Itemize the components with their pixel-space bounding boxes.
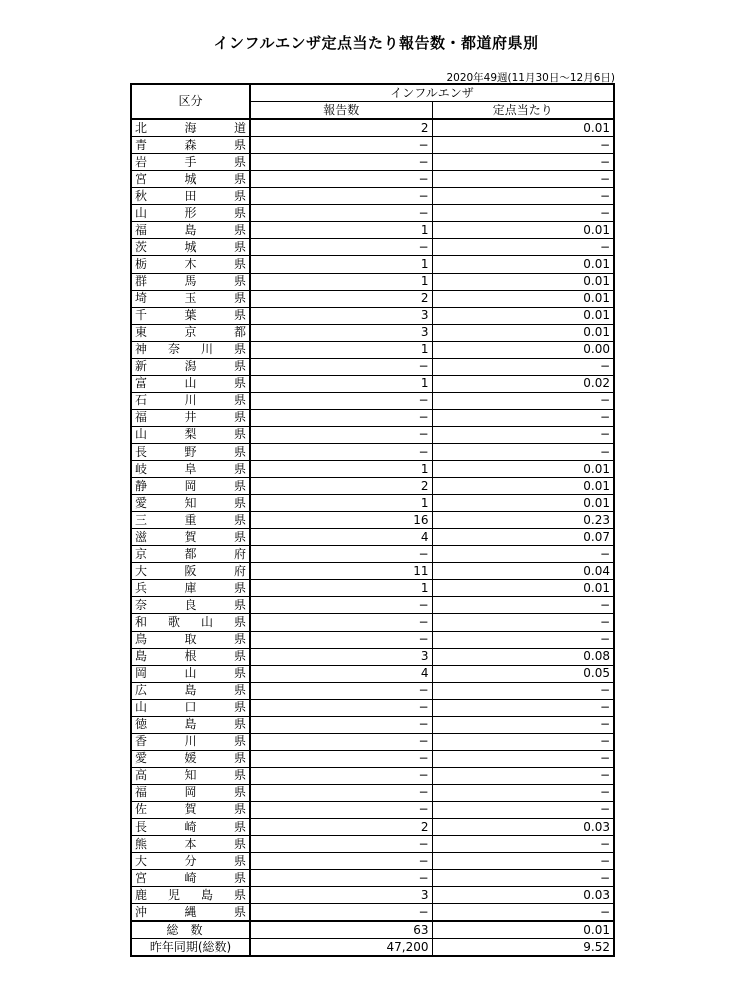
last-year-row bbox=[131, 939, 614, 957]
table-row bbox=[131, 529, 614, 546]
per-sentinel-value: − bbox=[432, 699, 614, 716]
total-label: 総数 bbox=[131, 921, 250, 939]
per-sentinel-value: 0.01 bbox=[432, 119, 614, 137]
table-row bbox=[131, 341, 614, 358]
prefecture-name: 佐賀県 bbox=[131, 801, 250, 818]
prefecture-name: 北海道 bbox=[131, 119, 250, 137]
report-count: − bbox=[250, 392, 432, 409]
report-count: 1 bbox=[250, 461, 432, 478]
report-count: 3 bbox=[250, 324, 432, 341]
per-sentinel-value: − bbox=[432, 801, 614, 818]
per-sentinel-value: 0.01 bbox=[432, 580, 614, 597]
influenza-table bbox=[130, 83, 615, 957]
per-sentinel-value: − bbox=[432, 239, 614, 256]
table-row bbox=[131, 767, 614, 784]
report-count: 1 bbox=[250, 273, 432, 290]
per-sentinel-value: 0.01 bbox=[432, 256, 614, 273]
per-sentinel-value: − bbox=[432, 154, 614, 171]
prefecture-name: 香川県 bbox=[131, 733, 250, 750]
last-year-per: 9.52 bbox=[432, 939, 614, 957]
per-sentinel-value: − bbox=[432, 631, 614, 648]
header-per-sentinel: 定点当たり bbox=[432, 102, 614, 120]
report-count: − bbox=[250, 188, 432, 205]
report-count: − bbox=[250, 767, 432, 784]
per-sentinel-value: − bbox=[432, 188, 614, 205]
per-sentinel-value: 0.01 bbox=[432, 478, 614, 495]
report-count: − bbox=[250, 205, 432, 222]
report-count: − bbox=[250, 836, 432, 853]
table-row bbox=[131, 853, 614, 870]
total-per: 0.01 bbox=[432, 921, 614, 939]
table-row bbox=[131, 665, 614, 682]
table-row bbox=[131, 716, 614, 733]
table-row bbox=[131, 614, 614, 631]
prefecture-name: 福岡県 bbox=[131, 784, 250, 801]
prefecture-name: 秋田県 bbox=[131, 188, 250, 205]
table-row bbox=[131, 239, 614, 256]
per-sentinel-value: − bbox=[432, 443, 614, 460]
report-count: − bbox=[250, 239, 432, 256]
report-count: − bbox=[250, 716, 432, 733]
prefecture-name: 和歌山県 bbox=[131, 614, 250, 631]
per-sentinel-value: − bbox=[432, 904, 614, 922]
report-count: − bbox=[250, 358, 432, 375]
table-row bbox=[131, 699, 614, 716]
per-sentinel-value: 0.01 bbox=[432, 290, 614, 307]
table-row bbox=[131, 171, 614, 188]
table-body bbox=[131, 119, 614, 921]
report-count: − bbox=[250, 699, 432, 716]
table-row bbox=[131, 870, 614, 887]
prefecture-name: 広島県 bbox=[131, 682, 250, 699]
per-sentinel-value: − bbox=[432, 546, 614, 563]
prefecture-name: 熊本県 bbox=[131, 836, 250, 853]
prefecture-name: 埼玉県 bbox=[131, 290, 250, 307]
per-sentinel-value: − bbox=[432, 171, 614, 188]
report-count: 1 bbox=[250, 375, 432, 392]
report-count: 2 bbox=[250, 478, 432, 495]
prefecture-name: 長崎県 bbox=[131, 819, 250, 836]
table-row bbox=[131, 580, 614, 597]
report-count: − bbox=[250, 784, 432, 801]
report-count: 4 bbox=[250, 665, 432, 682]
table-row bbox=[131, 324, 614, 341]
table-row bbox=[131, 478, 614, 495]
table-row bbox=[131, 443, 614, 460]
prefecture-name: 山口県 bbox=[131, 699, 250, 716]
report-count: 1 bbox=[250, 222, 432, 239]
per-sentinel-value: − bbox=[432, 682, 614, 699]
prefecture-name: 東京都 bbox=[131, 324, 250, 341]
table-row bbox=[131, 597, 614, 614]
prefecture-name: 岡山県 bbox=[131, 665, 250, 682]
per-sentinel-value: − bbox=[432, 205, 614, 222]
per-sentinel-value: 0.01 bbox=[432, 307, 614, 324]
prefecture-name: 神奈川県 bbox=[131, 341, 250, 358]
per-sentinel-value: 0.03 bbox=[432, 819, 614, 836]
report-count: 1 bbox=[250, 256, 432, 273]
prefecture-name: 山梨県 bbox=[131, 426, 250, 443]
header-category: 区分 bbox=[131, 84, 250, 119]
table-row bbox=[131, 307, 614, 324]
table-row bbox=[131, 512, 614, 529]
report-count: 1 bbox=[250, 495, 432, 512]
table-row bbox=[131, 887, 614, 904]
per-sentinel-value: 0.01 bbox=[432, 222, 614, 239]
table-row bbox=[131, 137, 614, 154]
prefecture-name: 新潟県 bbox=[131, 358, 250, 375]
total-row bbox=[131, 921, 614, 939]
prefecture-name: 青森県 bbox=[131, 137, 250, 154]
prefecture-name: 三重県 bbox=[131, 512, 250, 529]
report-count: − bbox=[250, 682, 432, 699]
last-year-reports: 47,200 bbox=[250, 939, 432, 957]
per-sentinel-value: 0.01 bbox=[432, 461, 614, 478]
prefecture-name: 福島県 bbox=[131, 222, 250, 239]
report-count: − bbox=[250, 597, 432, 614]
per-sentinel-value: − bbox=[432, 716, 614, 733]
table-row bbox=[131, 222, 614, 239]
prefecture-name: 鳥取県 bbox=[131, 631, 250, 648]
prefecture-name: 徳島県 bbox=[131, 716, 250, 733]
table-row bbox=[131, 256, 614, 273]
last-year-label: 昨年同期(総数) bbox=[131, 939, 250, 957]
per-sentinel-value: − bbox=[432, 784, 614, 801]
table-row bbox=[131, 750, 614, 767]
table-row bbox=[131, 904, 614, 922]
prefecture-name: 岐阜県 bbox=[131, 461, 250, 478]
report-count: 2 bbox=[250, 290, 432, 307]
report-count: 2 bbox=[250, 819, 432, 836]
prefecture-name: 滋賀県 bbox=[131, 529, 250, 546]
header-disease: インフルエンザ bbox=[250, 84, 614, 102]
period-label: 2020年49週(11月30日～12月6日) bbox=[446, 72, 615, 84]
per-sentinel-value: 0.23 bbox=[432, 512, 614, 529]
prefecture-name: 富山県 bbox=[131, 375, 250, 392]
table-row bbox=[131, 290, 614, 307]
table-row bbox=[131, 461, 614, 478]
prefecture-name: 兵庫県 bbox=[131, 580, 250, 597]
per-sentinel-value: − bbox=[432, 597, 614, 614]
report-count: 2 bbox=[250, 119, 432, 137]
table-row bbox=[131, 358, 614, 375]
table-row bbox=[131, 733, 614, 750]
table-row bbox=[131, 495, 614, 512]
table-row bbox=[131, 119, 614, 137]
prefecture-name: 宮城県 bbox=[131, 171, 250, 188]
per-sentinel-value: 0.07 bbox=[432, 529, 614, 546]
table-row bbox=[131, 375, 614, 392]
report-count: − bbox=[250, 443, 432, 460]
per-sentinel-value: − bbox=[432, 426, 614, 443]
report-count: − bbox=[250, 853, 432, 870]
per-sentinel-value: 0.08 bbox=[432, 648, 614, 665]
prefecture-name: 石川県 bbox=[131, 392, 250, 409]
report-count: 1 bbox=[250, 341, 432, 358]
table-row bbox=[131, 648, 614, 665]
report-count: 11 bbox=[250, 563, 432, 580]
report-count: − bbox=[250, 426, 432, 443]
per-sentinel-value: 0.01 bbox=[432, 495, 614, 512]
table-row bbox=[131, 631, 614, 648]
prefecture-name: 大分県 bbox=[131, 853, 250, 870]
page-title: インフルエンザ定点当たり報告数・都道府県別 bbox=[213, 34, 539, 52]
report-count: − bbox=[250, 750, 432, 767]
report-count: − bbox=[250, 801, 432, 818]
report-count: − bbox=[250, 870, 432, 887]
per-sentinel-value: 0.04 bbox=[432, 563, 614, 580]
table-row bbox=[131, 836, 614, 853]
table-row bbox=[131, 205, 614, 222]
prefecture-name: 愛知県 bbox=[131, 495, 250, 512]
per-sentinel-value: − bbox=[432, 836, 614, 853]
per-sentinel-value: − bbox=[432, 409, 614, 426]
prefecture-name: 鹿児島県 bbox=[131, 887, 250, 904]
per-sentinel-value: − bbox=[432, 853, 614, 870]
table-row bbox=[131, 801, 614, 818]
prefecture-name: 山形県 bbox=[131, 205, 250, 222]
prefecture-name: 長野県 bbox=[131, 443, 250, 460]
per-sentinel-value: 0.01 bbox=[432, 324, 614, 341]
report-count: 3 bbox=[250, 887, 432, 904]
prefecture-name: 沖縄県 bbox=[131, 904, 250, 922]
table-row bbox=[131, 819, 614, 836]
report-count: − bbox=[250, 733, 432, 750]
report-count: 1 bbox=[250, 580, 432, 597]
header-reports: 報告数 bbox=[250, 102, 432, 120]
prefecture-name: 高知県 bbox=[131, 767, 250, 784]
table-row bbox=[131, 188, 614, 205]
report-count: − bbox=[250, 546, 432, 563]
prefecture-name: 愛媛県 bbox=[131, 750, 250, 767]
report-count: 16 bbox=[250, 512, 432, 529]
per-sentinel-value: 0.01 bbox=[432, 273, 614, 290]
per-sentinel-value: − bbox=[432, 733, 614, 750]
report-count: − bbox=[250, 154, 432, 171]
report-count: − bbox=[250, 614, 432, 631]
report-count: − bbox=[250, 137, 432, 154]
prefecture-name: 京都府 bbox=[131, 546, 250, 563]
per-sentinel-value: − bbox=[432, 137, 614, 154]
table-row bbox=[131, 426, 614, 443]
prefecture-name: 静岡県 bbox=[131, 478, 250, 495]
table-row bbox=[131, 154, 614, 171]
per-sentinel-value: − bbox=[432, 392, 614, 409]
table-row bbox=[131, 392, 614, 409]
per-sentinel-value: 0.02 bbox=[432, 375, 614, 392]
report-count: − bbox=[250, 904, 432, 922]
table-row bbox=[131, 784, 614, 801]
table-row bbox=[131, 273, 614, 290]
prefecture-name: 福井県 bbox=[131, 409, 250, 426]
table-row bbox=[131, 546, 614, 563]
prefecture-name: 大阪府 bbox=[131, 563, 250, 580]
prefecture-name: 栃木県 bbox=[131, 256, 250, 273]
total-reports: 63 bbox=[250, 921, 432, 939]
prefecture-name: 群馬県 bbox=[131, 273, 250, 290]
per-sentinel-value: 0.05 bbox=[432, 665, 614, 682]
per-sentinel-value: − bbox=[432, 750, 614, 767]
per-sentinel-value: − bbox=[432, 358, 614, 375]
prefecture-name: 奈良県 bbox=[131, 597, 250, 614]
table-row bbox=[131, 682, 614, 699]
table-row bbox=[131, 409, 614, 426]
report-count: − bbox=[250, 631, 432, 648]
per-sentinel-value: − bbox=[432, 870, 614, 887]
per-sentinel-value: 0.00 bbox=[432, 341, 614, 358]
prefecture-name: 島根県 bbox=[131, 648, 250, 665]
prefecture-name: 宮崎県 bbox=[131, 870, 250, 887]
per-sentinel-value: − bbox=[432, 614, 614, 631]
per-sentinel-value: − bbox=[432, 767, 614, 784]
report-count: 3 bbox=[250, 648, 432, 665]
report-count: 4 bbox=[250, 529, 432, 546]
per-sentinel-value: 0.03 bbox=[432, 887, 614, 904]
report-count: − bbox=[250, 409, 432, 426]
prefecture-name: 千葉県 bbox=[131, 307, 250, 324]
table-row bbox=[131, 563, 614, 580]
prefecture-name: 岩手県 bbox=[131, 154, 250, 171]
report-count: − bbox=[250, 171, 432, 188]
report-count: 3 bbox=[250, 307, 432, 324]
prefecture-name: 茨城県 bbox=[131, 239, 250, 256]
